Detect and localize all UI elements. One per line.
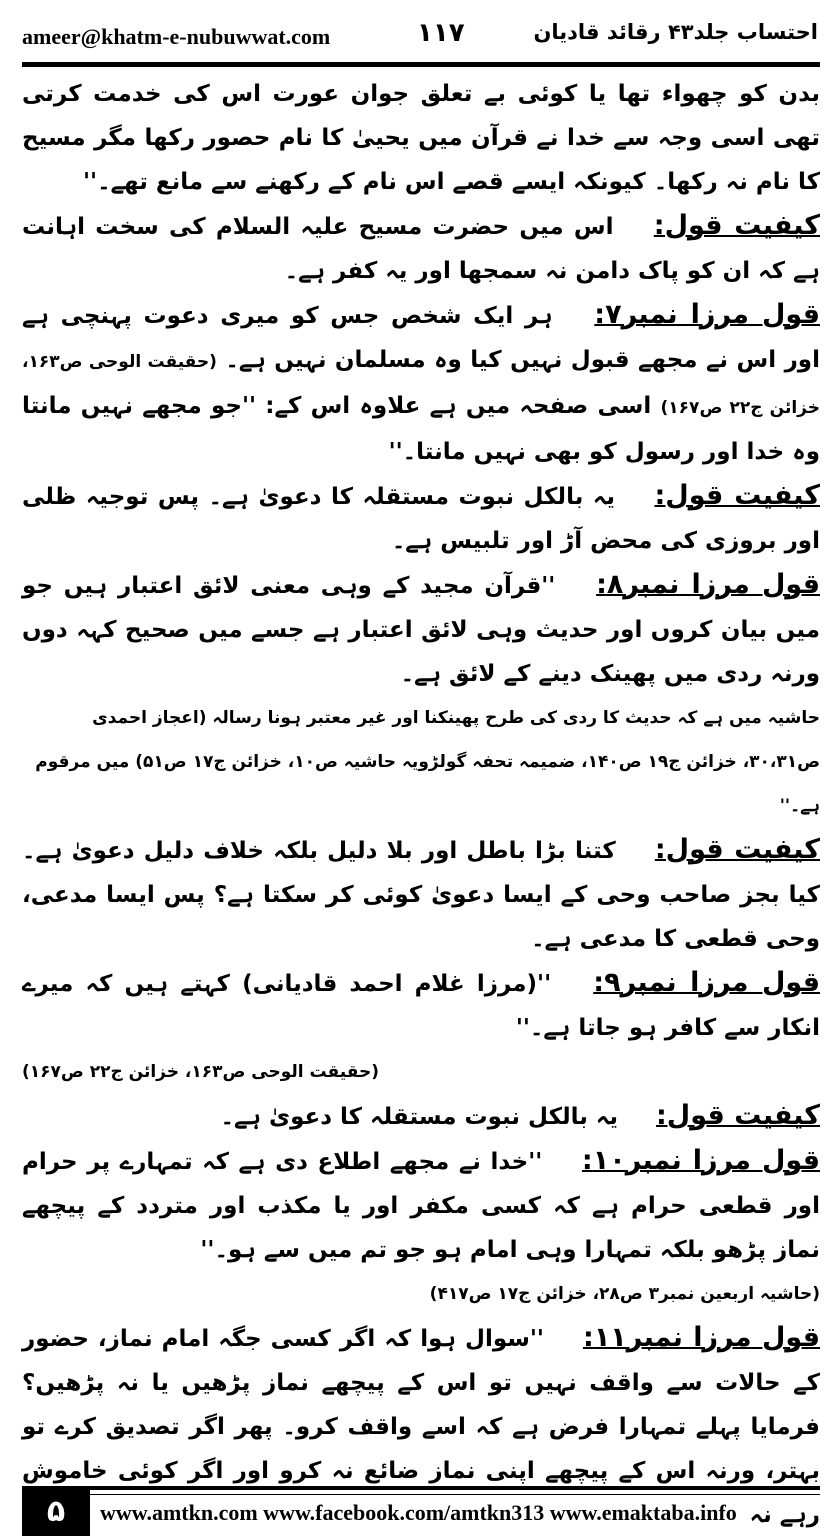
footer-rule-thin [90,1494,820,1495]
page-header [22,18,820,58]
footer-links: www.amtkn.com www.facebook.com/amtkn313 www.emaktaba.info [100,1500,737,1525]
reference-citation: (حقیقت الوحی ص۱۶۳، خزائن ج۲۲ ص۱۶۷) [22,352,820,418]
header-email: ameer@khatm-e-nubuwwat.com [22,24,331,49]
header-page-number: ۱۱۷ [417,18,465,48]
paragraph-qaul-10 [22,1139,820,1272]
section-label: کیفیت قول: [654,480,820,511]
section-label: کیفیت قول: [656,1100,820,1131]
paragraph-kaifiyat-2 [22,474,820,563]
footnote-note: حاشیہ میں ہے کہ حدیث کا ردی کی طرح پھینکنا اور غیر معتبر ہونا رسالہ (اعجاز احمدی ص۳۰،۳۱، خزائن ج۱۹ ص۱۴۰، ضمیمہ تحفہ گولڑویہ حاشیہ ص۱۰، خزائن ج۱۷ ص۵۱) میں مرقوم ہے۔'' [35,708,820,816]
section-label: قول مرزا نمبر۹: [593,967,821,998]
section-label: قول مرزا نمبر۸: [596,569,821,600]
section-text: ہر ایک شخص جس کو میری دعوت پہنچی ہے اور اس نے مجھے قبول نہیں کیا وہ مسلمان نہیں ہے۔ [22,303,820,373]
paragraph-kaifiyat-3 [22,828,820,961]
paragraph-kaifiyat-1 [22,204,820,293]
paragraph-qaul-9 [22,961,820,1050]
section-label: کیفیت قول: [653,210,820,241]
section-text: ''(مرزا غلام احمد قادیانی) کہتے ہیں کہ میرے انکار سے کافر ہو جاتا ہے۔'' [22,971,820,1041]
section-text: ''سوال ہوا کہ اگر کسی جگہ امام نماز، حضور کے حالات سے واقف نہیں تو اس کے پیچھے نماز پڑھیں یا نہ پڑھیں؟ فرمایا پہلے تمہارا فرض ہے کہ اسے واقف کرو۔ پھر اگر تصدیق کرے تو بہتر، ورنہ اس کے پیچھے اپنی نماز ضائع نہ کرو اور اگر کوئی خاموش رہے نہ [22,1326,820,1528]
paragraph-qaul-8 [22,563,820,696]
section-text: ''قرآن مجید کے وہی معنی لائق اعتبار ہیں جو میں بیان کروں اور حدیث وہی لائق اعتبار ہے جسے میں صحیح کہہ دوں ورنہ ردی میں پھینک دینے کے لائق ہے۔ [22,573,820,687]
reference-citation: (حقیقت الوحی ص۱۶۳، خزائن ج۲۲ ص۱۶۷) [22,1062,379,1082]
section-text: ''خدا نے مجھے اطلاع دی ہے کہ تمہارے پر حرام اور قطعی حرام ہے کہ کسی مکفر اور یا مکذب اور متردد کے پیچھے نماز پڑھو بلکہ تمہارا وہی امام ہو جو تم میں سے ہو۔'' [22,1149,820,1263]
reference-citation: (حاشیہ اربعین نمبر۳ ص۲۸، خزائن ج۱۷ ص۴۱۷) [429,1284,820,1304]
header-book-title: احتساب جلد۴۳ رقائد قادیان [533,20,818,44]
section-text: یہ بالکل نبوت مستقلہ کا دعویٰ ہے۔ [220,1104,618,1130]
section-label: قول مرزا نمبر۱۱: [583,1322,821,1353]
footer-number-box: ۵ [22,1486,90,1536]
paragraph-kaifiyat-4 [22,1094,820,1139]
section-text-continued: اسی صفحہ میں ہے علاوہ اس کے: ''جو مجھے نہیں مانتا وہ خدا اور رسول کو بھی نہیں مانتا۔'' [22,393,820,465]
section-text: اس میں حضرت مسیح علیہ السلام کی سخت اہانت ہے کہ ان کو پاک دامن نہ سمجھا اور یہ کفر ہے۔ [22,214,820,284]
footer-rule [90,1486,820,1490]
section-label: کیفیت قول: [654,834,820,865]
section-text: کتنا بڑا باطل اور بلا دلیل بلکہ خلاف دلیل دعویٰ ہے۔ کیا بجز صاحب وحی کے ایسا دعویٰ کوئی کر سکتا ہے؟ پس ایسا مدعی، وحی قطعی کا مدعی ہے۔ [22,838,820,952]
paragraph-continuation: بدن کو چھواء تھا یا کوئی بے تعلق جوان عورت اس کی خدمت کرتی تھی اسی وجہ سے خدا نے قرآن میں یحییٰ کا نام حصور رکھا مگر مسیح کا نام نہ رکھا۔ کیونکہ ایسے قصے اس نام کے رکھنے سے مانع تھے۔'' [22,81,820,195]
section-label: قول مرزا نمبر۷: [594,299,821,330]
section-label: قول مرزا نمبر۱۰: [581,1145,820,1176]
section-text: یہ بالکل نبوت مستقلہ کا دعویٰ ہے۔ پس توجیہ ظلی اور بروزی کی محض آڑ اور تلبیس ہے۔ [22,484,820,554]
header-rule [22,62,820,67]
paragraph-qaul-7 [22,293,820,474]
